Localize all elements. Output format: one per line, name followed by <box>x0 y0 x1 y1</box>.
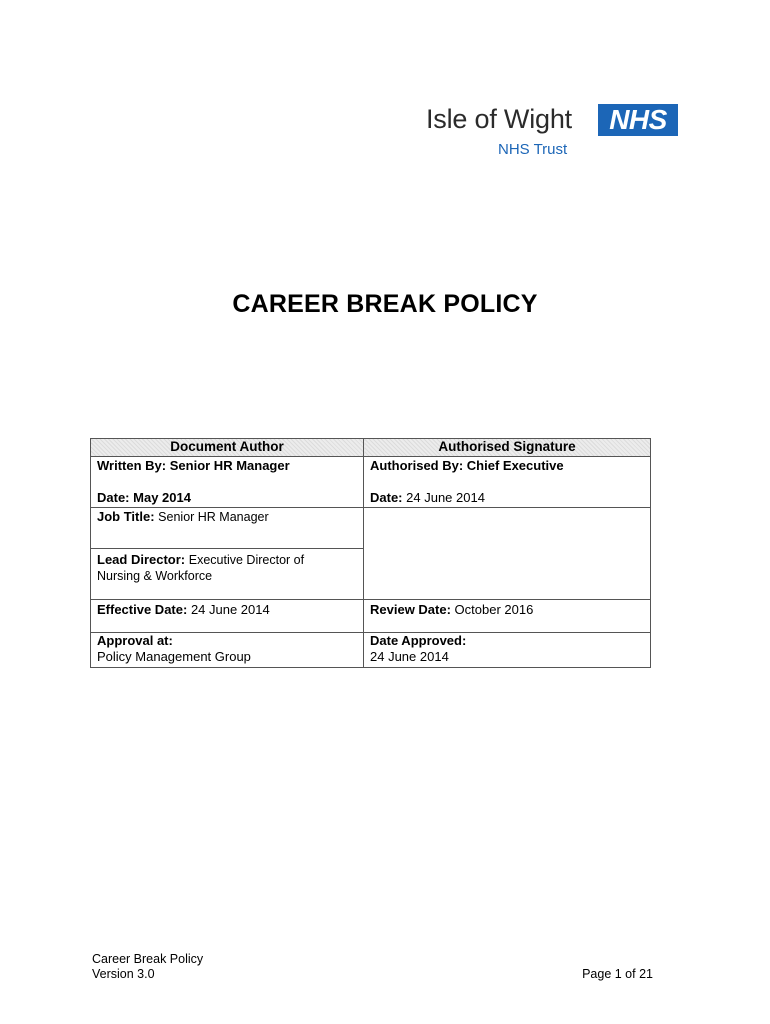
approval-label: Approval at: <box>97 633 173 648</box>
review-date-cell <box>364 600 651 633</box>
job-title-cell <box>91 508 364 549</box>
lead-director-label: Lead Director: <box>97 552 186 567</box>
lead-director-value-line1: Executive Director of <box>188 553 305 567</box>
table-row <box>91 508 651 549</box>
author-date-value: May 2014 <box>133 490 191 505</box>
auth-date-value: 24 June 2014 <box>406 490 485 505</box>
date-approved-label: Date Approved: <box>370 633 467 648</box>
written-by-label: Written By: <box>97 458 167 473</box>
author-cell <box>91 457 364 508</box>
lead-director-cell <box>91 549 364 600</box>
logo-organisation-name: Isle of Wight <box>426 104 572 134</box>
nhs-logo-mark: NHS <box>598 104 678 136</box>
footer-doc-name: Career Break Policy <box>92 952 204 966</box>
written-by-value: Senior HR Manager <box>169 458 290 473</box>
nhs-trust-logo <box>420 100 682 162</box>
effective-date-label: Effective Date: <box>97 602 188 617</box>
job-title-value: Senior HR Manager <box>158 510 269 524</box>
signature-cell <box>364 508 651 600</box>
footer-version: Version 3.0 <box>92 967 155 981</box>
authorised-by-value: Chief Executive <box>466 458 564 473</box>
job-title-label: Job Title: <box>97 509 155 524</box>
effective-date-cell <box>91 600 364 633</box>
effective-date-value: 24 June 2014 <box>190 602 270 617</box>
table-row <box>91 457 651 508</box>
table-header-row <box>91 439 651 457</box>
authorised-by-label: Authorised By: <box>370 458 464 473</box>
table-row <box>91 633 651 668</box>
footer-page-number: Page 1 of 21 <box>582 967 653 981</box>
review-date-value: October 2016 <box>454 602 534 617</box>
document-info-table <box>90 438 651 668</box>
header-document-author: Document Author <box>91 439 364 457</box>
table-row <box>91 600 651 633</box>
author-date-label: Date: <box>97 490 130 505</box>
approval-cell <box>91 633 364 668</box>
footer-document-info <box>92 952 203 982</box>
review-date-label: Review Date: <box>370 602 451 617</box>
document-title: CAREER BREAK POLICY <box>232 290 538 318</box>
date-approved-cell <box>364 633 651 668</box>
date-approved-value: 24 June 2014 <box>370 649 449 664</box>
header-authorised-signature: Authorised Signature <box>364 439 651 457</box>
lead-director-value-line2: Nursing & Workforce <box>97 569 213 583</box>
approval-value: Policy Management Group <box>97 649 251 664</box>
logo-trust-label: NHS Trust <box>498 141 568 158</box>
auth-date-label: Date: <box>370 490 403 505</box>
authorised-cell <box>364 457 651 508</box>
